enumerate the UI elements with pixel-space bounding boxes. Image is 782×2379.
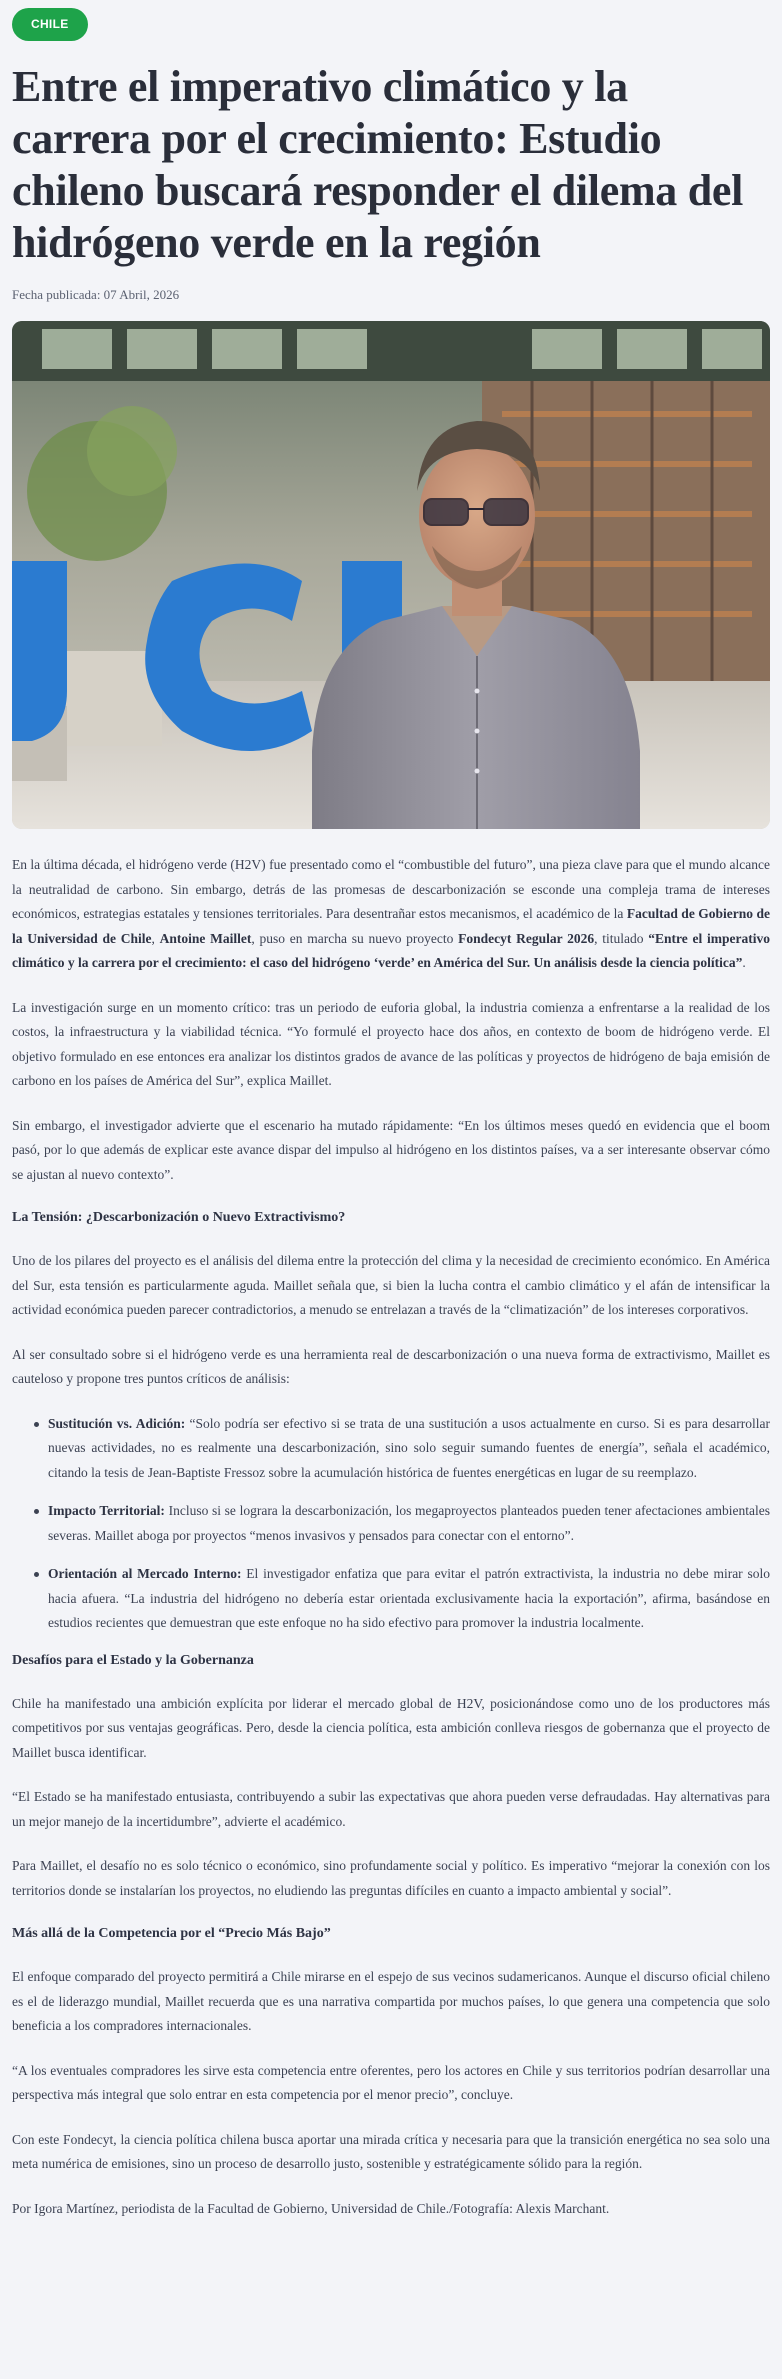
critical-points-list: [12, 1412, 770, 1636]
category-tag[interactable]: CHILE: [12, 8, 88, 41]
paragraph: La investigación surge en un momento crítico: tras un periodo de euforia global, la industria comienza a enfrentarse a la realidad de los costos, la infraestructura y la viabilidad técnica. “Yo formulé el proyecto hace dos años, en contexto de boom de hidrógeno verde. El objetivo formulado en ese entonces era analizar los distintos grados de avance de las políticas y proyectos de hidrógeno de baja emisión de carbono en los países de América del Sur”, explica Maillet.: [12, 999, 770, 1088]
paragraph: Al ser consultado sobre si el hidrógeno verde es una herramienta real de descarbonización o una nueva forma de extractivismo, Maillet es cauteloso y propone tres puntos críticos de análisis:: [12, 1346, 770, 1386]
paragraph-intro: En la última década, el hidrógeno verde (H2V) fue presentado como el “combustible del futuro”, una pieza clave para que el mundo alcance la neutralidad de carbono. Sin embargo, detrás de las promesas de descarbonización se esconde una compleja trama de intereses económicos, estrategias estatales y tensiones territoriales. Para desentrañar estos mecanismos, el académico de la Facultad de Gobierno de la Universidad de Chile, Antoine Maillet, puso en marcha su nuevo proyecto Fondecyt Regular 2026, titulado “Entre el imperativo climático y la carrera por el crecimiento: el caso del hidrógeno ‘verde’ en América del Sur. Un análisis desde la ciencia política”.: [12, 857, 770, 970]
paragraph: Uno de los pilares del proyecto es el análisis del dilema entre la protección del clima y la necesidad de crecimiento económico. En América del Sur, esta tensión es particularmente aguda. Maillet señala que, si bien la lucha contra el cambio climático y el afán de intensificar la actividad económica pueden parecer contradictorios, a menudo se entrelazan a través de la “climatización” de los intereses corporativos.: [12, 1253, 770, 1317]
paragraph: Chile ha manifestado una ambición explícita por liderar el mercado global de H2V, posicionándose como uno de los productores más competitivos por sus ventajas geográficas. Pero, desde la ciencia política, esta ambición conlleva riesgos de gobernanza que el proyecto de Maillet busca identificar.: [12, 1695, 770, 1760]
section-heading-desafios: Desafíos para el Estado y la Gobernanza: [12, 1652, 254, 1668]
paragraph: “A los eventuales compradores les sirve esta competencia entre oferentes, pero los actores en Chile y sus territorios podrían desarrollar una perspectiva más integral que solo entrar en esta competencia por el menor precio”, concluye.: [12, 2062, 770, 2102]
paragraph: Con este Fondecyt, la ciencia política chilena busca aportar una mirada crítica y necesaria para que la transición energética no sea solo una meta numérica de emisiones, sino un proceso de desarrollo justo, sostenible y estratégicamente sólido para la región.: [12, 2131, 770, 2171]
paragraph: “El Estado se ha manifestado entusiasta, contribuyendo a subir las expectativas que ahora pueden verse defraudadas. Hay alternativas para un mejor manejo de la incertidumbre”, advierte el académico.: [12, 1789, 770, 1829]
paragraph: El enfoque comparado del proyecto permitirá a Chile mirarse en el espejo de sus vecinos sudamericanos. Aunque el discurso oficial chileno es el de liderazgo mundial, Maillet recuerda que es una narrativa compartida por muchos países, lo que genera una competencia que solo beneficia a los compradores internacionales.: [12, 1969, 770, 2033]
article-body: [12, 853, 770, 2221]
publish-date: Fecha publicada: 07 Abril, 2026: [12, 287, 180, 302]
researcher-name: Antoine Maillet: [159, 930, 252, 946]
project-name: Fondecyt Regular 2026: [458, 930, 595, 946]
article-title: Entre el imperativo climático y la carrera por el crecimiento: Estudio chileno buscará responder el dilema del hidrógeno verde en la región: [12, 62, 744, 267]
section-heading-tension: La Tensión: ¿Descarbonización o Nuevo Extractivismo?: [12, 1210, 346, 1225]
faculty-name: Facultad de Gobierno de la Universidad de Chile: [12, 906, 770, 946]
paragraph: Para Maillet, el desafío no es solo técnico o económico, sino profundamente social y político. Es imperativo “mejorar la conexión con los territorios donde se instalarían los proyectos, no eludiendo las preguntas difíciles en cuanto a impacto ambiental y social”.: [12, 1858, 770, 1898]
list-item: Impacto Territorial: Incluso si se lograra la descarbonización, los megaproyectos planteados pueden tener afectaciones ambientales severas. Maillet aboga por proyectos “menos invasivos y pensados para conectar con el entorno”.: [48, 1499, 770, 1548]
byline: Por Igora Martínez, periodista de la Facultad de Gobierno, Universidad de Chile./Fotografía: Alexis Marchant.: [12, 2200, 610, 2216]
hero-photo: [12, 321, 770, 829]
list-item: Orientación al Mercado Interno: El investigador enfatiza que para evitar el patrón extractivista, la industria no debe mirar solo hacia afuera. “La industria del hidrógeno no debería estar orientada exclusivamente hacia la exportación”, afirma, basándose en estudios recientes que demuestran que este enfoque no ha sido efectivo para promover la industria localmente.: [48, 1562, 770, 1636]
section-heading-competencia: Más allá de la Competencia por el “Precio Más Bajo”: [12, 1926, 331, 1941]
list-item: Sustitución vs. Adición: “Solo podría ser efectivo si se trata de una sustitución a usos actualmente en curso. Si es para desarrollar nuevas actividades, no es realmente una descarbonización, sino solo seguir sumando fuentes de energía”, señala el académico, citando la tesis de Jean-Baptiste Fressoz sobre la acumulación histórica de fuentes energéticas en lugar de su reemplazo.: [48, 1412, 770, 1486]
paragraph: Sin embargo, el investigador advierte que el escenario ha mutado rápidamente: “En los últimos meses quedó en evidencia que el boom pasó, por lo que además de explicar este avance dispar del impulso al hidrógeno en los distintos países, va a ser interesante observar cómo se ajustan al nuevo contexto”.: [12, 1117, 770, 1182]
project-title: “Entre el imperativo climático y la carrera por el crecimiento: el caso del hidrógeno ‘verde’ en América del Sur. Un análisis desde la ciencia política”: [12, 930, 770, 970]
